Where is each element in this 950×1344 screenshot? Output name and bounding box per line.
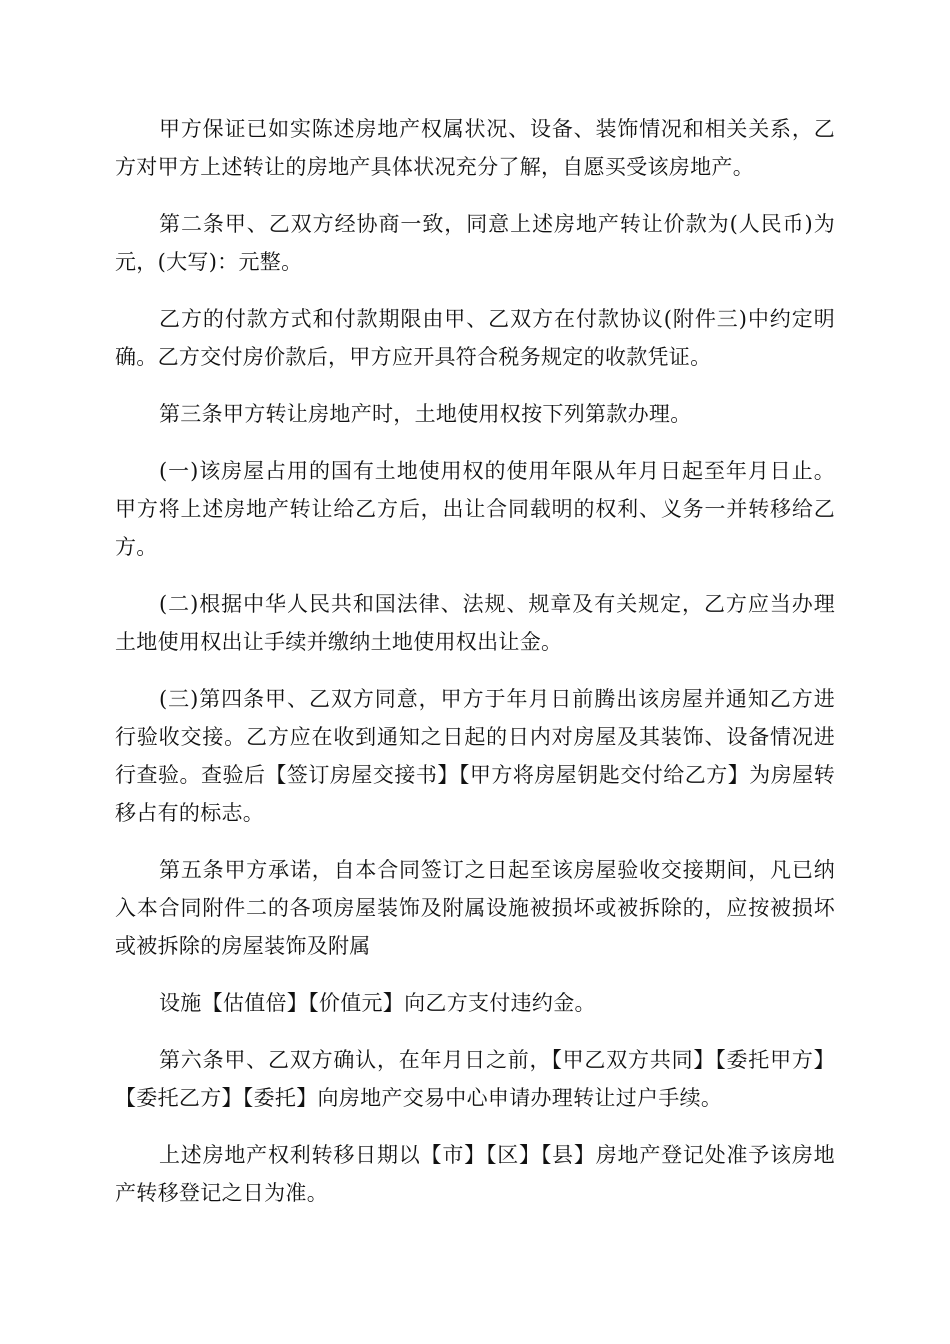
paragraph-clause-3-article-4: (三)第四条甲、乙双方同意，甲方于年月日前腾出该房屋并通知乙方进行验收交接。乙方应在收到通知之日起的日内对房屋及其装饰、设备情况进行查验。查验后【签订房屋交接书】【甲方将房屋钥匙交付给乙方】为房屋转移占有的标志。 bbox=[115, 687, 835, 825]
paragraph-article-2-price: 第二条甲、乙双方经协商一致，同意上述房地产转让价款为(人民币)为元，(大写)：元整。 bbox=[115, 212, 835, 274]
paragraph-clause-1: (一)该房屋占用的国有土地使用权的使用年限从年月日起至年月日止。甲方将上述房地产转让给乙方后，出让合同载明的权利、义务一并转移给乙方。 bbox=[115, 459, 835, 559]
paragraph-transfer-date: 上述房地产权利转移日期以【市】【区】【县】房地产登记处准予该房地产转移登记之日为准。 bbox=[115, 1143, 835, 1205]
paragraph-article-6-transfer: 第六条甲、乙双方确认，在年月日之前，【甲乙双方共同】【委托甲方】【委托乙方】【委托】向房地产交易中心申请办理转让过户手续。 bbox=[115, 1048, 835, 1110]
paragraph-article-5-promise: 第五条甲方承诺，自本合同签订之日起至该房屋验收交接期间，凡已纳入本合同附件二的各项房屋装饰及附属设施被损坏或被拆除的，应按被损坏或被拆除的房屋装饰及附属 bbox=[115, 858, 835, 958]
paragraph-article-3-land-use: 第三条甲方转让房地产时，土地使用权按下列第款办理。 bbox=[159, 402, 692, 426]
document-body bbox=[115, 110, 835, 1231]
paragraph-seller-guarantee: 甲方保证已如实陈述房地产权属状况、设备、装饰情况和相关关系，乙方对甲方上述转让的房地产具体状况充分了解，自愿买受该房地产。 bbox=[115, 117, 835, 179]
paragraph-article-5-continued: 设施【估值倍】【价值元】向乙方支付违约金。 bbox=[159, 991, 596, 1015]
paragraph-payment-terms: 乙方的付款方式和付款期限由甲、乙双方在付款协议(附件三)中约定明确。乙方交付房价款后，甲方应开具符合税务规定的收款凭证。 bbox=[115, 307, 835, 369]
paragraph-clause-2: (二)根据中华人民共和国法律、法规、规章及有关规定，乙方应当办理土地使用权出让手续并缴纳土地使用权出让金。 bbox=[115, 592, 835, 654]
